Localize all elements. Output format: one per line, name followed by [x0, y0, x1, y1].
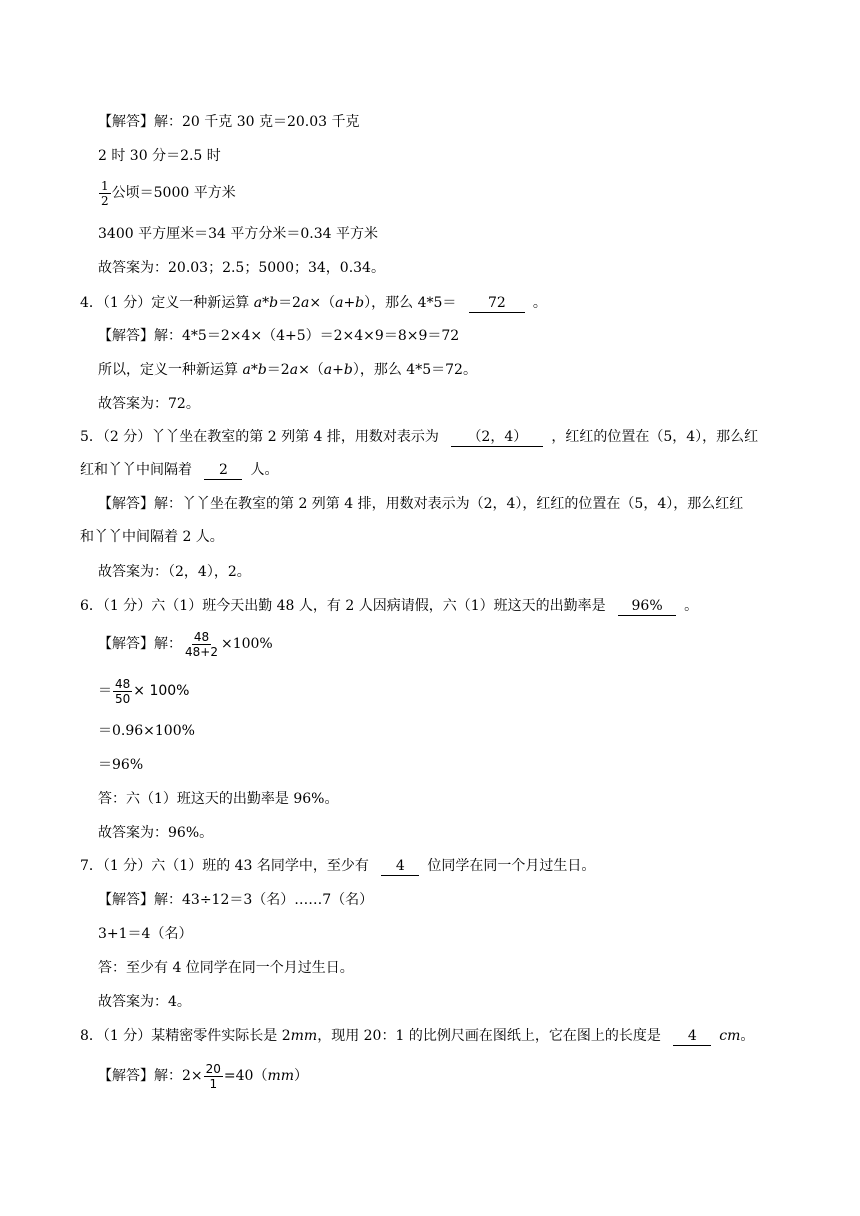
fraction-half: $\frac{1}{2}$: [101, 178, 109, 208]
p3-line-5: 故答案为：20.03；2.5；5000；34，0.34。: [98, 260, 385, 276]
q4-final: 故答案为：72。: [98, 396, 200, 412]
p3-text-3: 公顷＝5000 平方米: [111, 185, 236, 201]
answer-blank: 72: [469, 294, 525, 313]
q5-final: 故答案为：（2，4），2。: [98, 564, 251, 580]
p3-text-1: 20 千克 30 克＝20.03 千克: [182, 114, 360, 130]
q6-answer: 答：六（1）班这天的出勤率是 96%。: [98, 791, 339, 807]
question-5: 5．（2 分）丫丫坐在教室的第 2 列第 4 排，用数对表示为 （2，4） ，红红的位置在（5，4），那么红: [80, 429, 759, 445]
q6-solution-2: ＝ $\frac{48}{50}$ × 100%: [98, 676, 190, 706]
answer-blank: 96%: [618, 597, 676, 616]
fraction-48-over-50: $\frac{48}{48+2}$: [185, 629, 218, 659]
answer-blank: 4: [381, 857, 419, 876]
p3-line-4: 3400 平方厘米＝34 平方分米＝0.34 平方米: [98, 226, 378, 242]
question-5-cont: 红和丫丫中间隔着 2 人。: [80, 462, 279, 478]
q4-solution-1: 【解答】解：4*5＝2×4×（4+5）＝2×4×9＝8×9＝72: [98, 328, 460, 344]
p3-line-2: 2 时 30 分＝2.5 时: [98, 148, 221, 164]
q7-final: 故答案为：4。: [98, 994, 191, 1010]
q6-solution-1: 【解答】解： $\frac{48}{48+2}$ ×100%: [98, 629, 273, 659]
question-8: 8．（1 分）某精密零件实际长是 2mm，现用 20：1 的比例尺画在图纸上，它在图上的长度是 4 cm。: [80, 1028, 755, 1044]
fraction-20-over-1: $\frac{20}{1}$: [205, 1061, 221, 1091]
answer-blank-1: （2，4）: [451, 428, 543, 447]
q6-solution-3: ＝0.96×100%: [98, 723, 195, 739]
answer-blank-2: 2: [204, 461, 242, 480]
q7-solution-2: 3+1＝4（名）: [98, 926, 193, 942]
question-7: 7．（1 分）六（1）班的 43 名同学中，至少有 4 位同学在同一个月过生日。: [80, 858, 596, 874]
q7-solution-1: 【解答】解：43÷12＝3（名）……7（名）: [98, 892, 374, 908]
p3-line-3: [98, 176, 236, 210]
q8-solution-1: 【解答】解：2× $\frac{20}{1}$ =40（mm）: [98, 1061, 309, 1091]
q6-final: 故答案为：96%。: [98, 825, 214, 841]
answer-label: 【解答】解：: [98, 114, 182, 130]
q5-solution-2: 和丫丫中间隔着 2 人。: [80, 529, 224, 545]
q5-solution-1: 【解答】解：丫丫坐在教室的第 2 列第 4 排，用数对表示为（2，4），红红的位置在（5，4），那么红红: [98, 496, 744, 512]
fraction-48-over-50b: $\frac{48}{50}$: [115, 676, 131, 706]
p3-line-1: [98, 112, 360, 132]
question-6: 6．（1 分）六（1）班今天出勤 48 人，有 2 人因病请假，六（1）班这天的出勤率是 96% 。: [80, 598, 699, 614]
q6-solution-4: ＝96%: [98, 757, 144, 773]
question-4: 4．（1 分）定义一种新运算 a*b＝2a×（a+b），那么 4*5＝ 72 。: [80, 295, 547, 311]
q4-solution-2: 所以，定义一种新运算 a*b＝2a×（a+b），那么 4*5＝72。: [98, 362, 477, 378]
q7-answer: 答：至少有 4 位同学在同一个月过生日。: [98, 960, 354, 976]
answer-blank: 4: [673, 1027, 711, 1046]
